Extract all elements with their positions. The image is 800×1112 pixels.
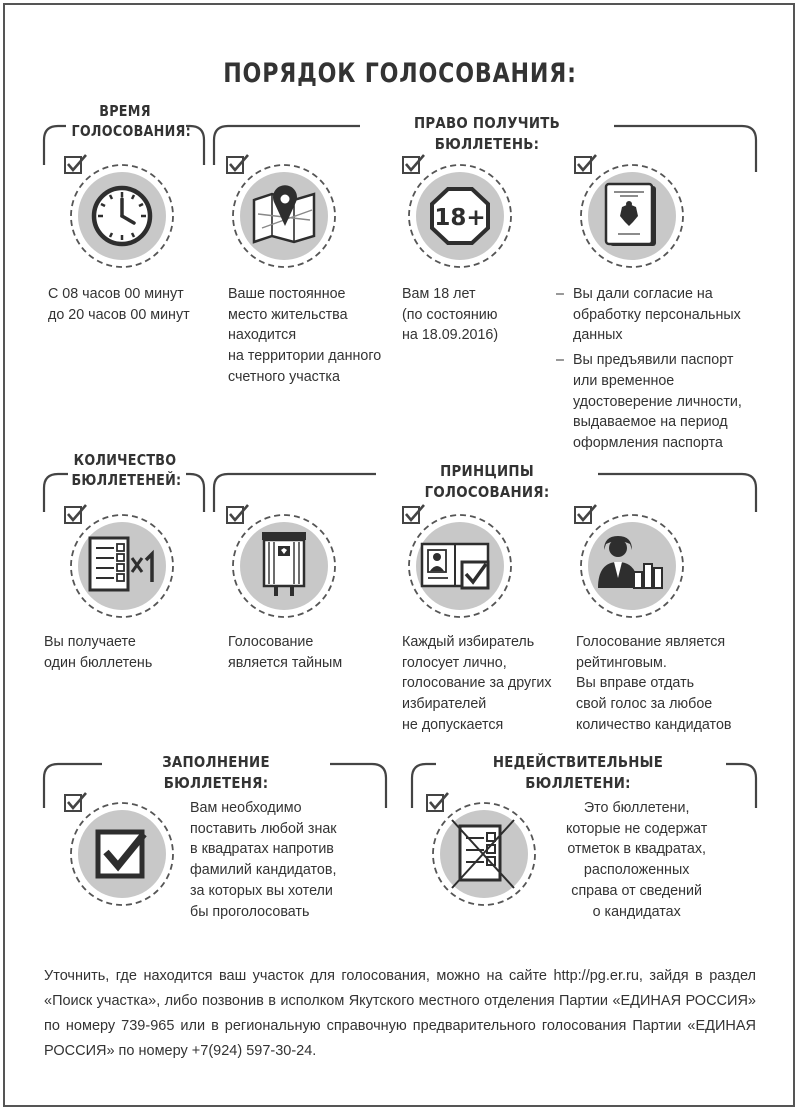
check-mark-icon	[227, 155, 248, 173]
check-mark-icon	[575, 155, 596, 173]
passport-text	[556, 284, 742, 454]
filling-item	[60, 790, 176, 908]
rating-vote-text: Голосование является рейтинговым. Вы вправе отдать свой голос за любое количество кандидатов	[576, 634, 732, 733]
personal-vote-text: Каждый избиратель голосует лично, голосование за других избирателей не допускается	[402, 634, 552, 733]
invalid-header: НЕДЕЙСТВИТЕЛЬНЫЕ БЮЛЛЕТЕНИ:	[492, 753, 664, 792]
ballot-count-item	[60, 502, 176, 620]
passport-bullet-2: – Вы предъявили паспорт или временное удостоверение личности, выдаваемое на период оформления паспорта	[556, 352, 742, 452]
check-mark-icon	[65, 155, 86, 173]
secret-vote-item	[222, 502, 338, 620]
check-mark-icon	[575, 505, 596, 523]
ballot-count-text: Вы получаете один бюллетень	[44, 634, 153, 671]
rating-vote-item	[570, 502, 686, 620]
check-mark-icon	[227, 505, 248, 523]
residence-text: Ваше постоянное место жительства находится на территории данного счетного участка	[228, 286, 382, 385]
page-title: ПОРЯДОК ГОЛОСОВАНИЯ:	[223, 58, 577, 89]
clock-item	[60, 152, 176, 270]
filling-text: Вам необходимо поставить любой знак в квадратах напротив фамилий кандидатов, за которых вы хотели бы проголосовать	[190, 800, 337, 920]
secret-vote-text: Голосование является тайным	[228, 634, 343, 671]
passport-item	[570, 152, 686, 270]
check-mark-icon	[427, 793, 448, 811]
clock-icon	[94, 188, 150, 244]
check-mark-icon	[65, 793, 86, 811]
right-header: ПРАВО ПОЛУЧИТЬ БЮЛЛЕТЕНЬ:	[413, 114, 561, 153]
passport-icon	[606, 184, 656, 246]
residence-item	[222, 152, 338, 270]
invalid-item	[422, 790, 538, 908]
age-text: Вам 18 лет (по состоянию на 18.09.2016)	[402, 286, 499, 344]
personal-id-icon	[422, 544, 488, 588]
time-header: ВРЕМЯ ГОЛОСОВАНИЯ:	[71, 102, 191, 141]
time-text: С 08 часов 00 минут до 20 часов 00 минут	[48, 286, 190, 323]
check-mark-icon	[65, 505, 86, 523]
age-badge: 18+	[434, 205, 486, 231]
personal-vote-item	[398, 502, 514, 620]
principles-header: ПРИНЦИПЫ ГОЛОСОВАНИЯ:	[424, 462, 550, 501]
age-item	[398, 152, 514, 270]
footer-note: Уточнить, где находится ваш участок для голосования, можно на сайте http://pg.er.ru, зайдя в раздел «Поиск участка», либо позвонив в исполком Якутского местного отделения Партии «ЕДИНАЯ РОССИЯ» по номеру 739-965 или в региональную справочную предварительного голосования Партии «ЕДИНАЯ РОССИЯ» по номеру +7(924) 597-30-24.	[44, 968, 756, 1059]
age-18-plus-icon	[432, 189, 488, 243]
check-mark-icon	[403, 155, 424, 173]
voting-booth-icon	[262, 532, 306, 596]
invalid-text: Это бюллетени, которые не содержат отметок в квадратах, расположенных справа от сведений о кандидатах	[566, 800, 708, 920]
checkbox-icon	[98, 832, 144, 876]
check-mark-icon	[403, 505, 424, 523]
passport-bullet-1: – Вы дали согласие на обработку персональных данных	[556, 286, 741, 344]
filling-header: ЗАПОЛНЕНИЕ БЮЛЛЕТЕНЯ:	[162, 753, 270, 792]
count-header: КОЛИЧЕСТВО БЮЛЛЕТЕНЕЙ:	[71, 451, 182, 490]
